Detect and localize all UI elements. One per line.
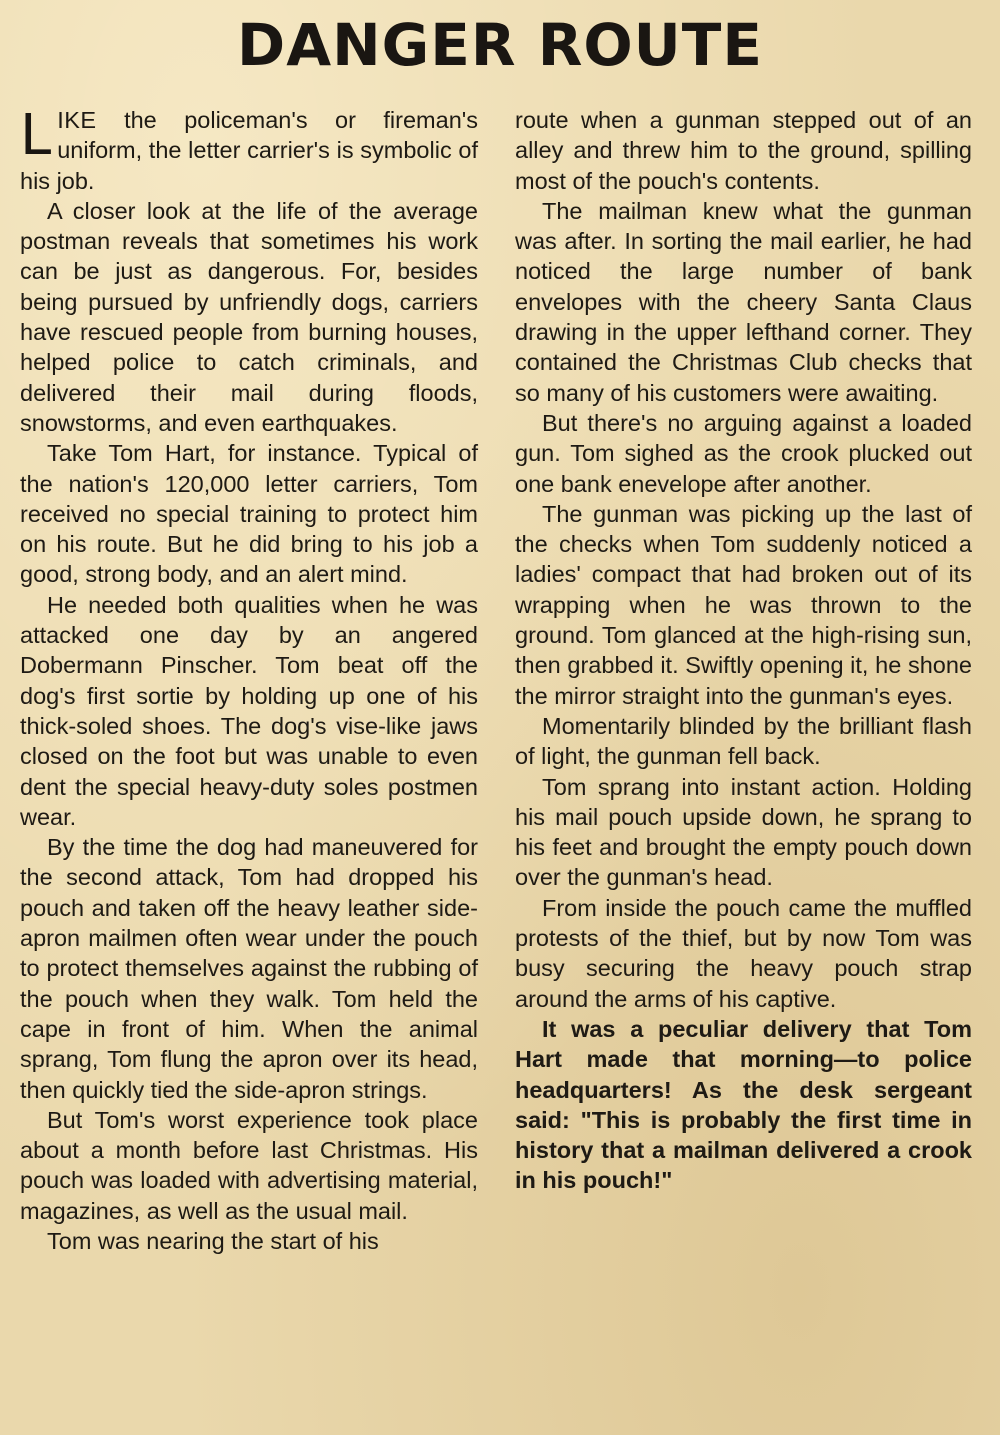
paragraph: It was a peculiar delivery that Tom Hart made that morning—to police headquarters! As the desk sergeant said: "This is probably the first time in history that a mailman delivered a crook in his pouch!" (515, 1015, 972, 1194)
paragraph: The gunman was picking up the last of the checks when Tom suddenly noticed a ladies' compact that had broken out of its wrapping when he was thrown to the ground. Tom glanced at the high-rising sun, then grabbed it. Swiftly opening it, he shone the mirror straight into the gunman's eyes. (515, 500, 972, 709)
paragraph: The mailman knew what the gunman was after. In sorting the mail earlier, he had noticed the large number of bank envelopes with the cheery Santa Claus drawing in the upper lefthand corner. They contained the Christmas Club checks that so many of his customers were awaiting. (515, 197, 972, 406)
paragraph: Tom sprang into instant action. Holding his mail pouch upside down, he sprang to his feet and brought the empty pouch down over the gunman's head. (515, 773, 972, 891)
left-column (20, 105, 478, 1256)
paragraph: Momentarily blinded by the brilliant flash of light, the gunman fell back. (515, 712, 972, 770)
paragraph-text: the policeman's or fireman's uniform, the letter carrier's is symbolic of his job. (20, 107, 479, 194)
paragraph: From inside the pouch came the muffled protests of the thief, but by now Tom was busy securing the heavy pouch strap around the arms of his captive. (515, 894, 972, 1012)
paragraph: route when a gunman stepped out of an alley and threw him to the ground, spilling most of the pouch's contents. (515, 107, 972, 194)
drop-cap: L (20, 103, 52, 168)
paragraph: By the time the dog had maneuvered for the second attack, Tom had dropped his pouch and taken off the heavy leather side-apron mailmen often wear under the pouch to protect themselves against the rubbing of the pouch when they walk. Tom held the cape in front of him. When the animal sprang, Tom flung the apron over its head, then quickly tied the side-apron strings. (20, 834, 478, 1103)
article-title: DANGER ROUTE (237, 11, 763, 79)
paragraph: A closer look at the life of the average postman reveals that sometimes his work can be just as dangerous. For, besides being pursued by unfriendly dogs, carriers have rescued people from burning houses, helped police to catch criminals, and delivered their mail during floods, snowstorms, and even earthquakes. (20, 197, 478, 436)
right-column (515, 105, 972, 1196)
paragraph: He needed both qualities when he was attacked one day by an angered Dobermann Pinscher. Tom beat off the dog's first sortie by holding up one of his thick-soled shoes. The dog's vise-like jaws closed on the foot but was unable to even dent the special heavy-duty soles postmen wear. (20, 591, 478, 830)
paragraph: Tom was nearing the start of his (47, 1227, 379, 1254)
paragraph: Take Tom Hart, for instance. Typical of the nation's 120,000 letter carriers, Tom received no special training to protect him on his route. But he did bring to his job a good, strong body, and an alert mind. (20, 440, 478, 588)
paragraph: But Tom's worst experience took place about a month before last Christmas. His pouch was loaded with advertising material, magazines, as well as the usual mail. (20, 1106, 478, 1224)
paragraph (20, 105, 478, 196)
paragraph: But there's no arguing against a loaded gun. Tom sighed as the crook plucked out one bank enevelope after another. (515, 409, 972, 497)
first-word-rest: IKE (57, 107, 97, 133)
